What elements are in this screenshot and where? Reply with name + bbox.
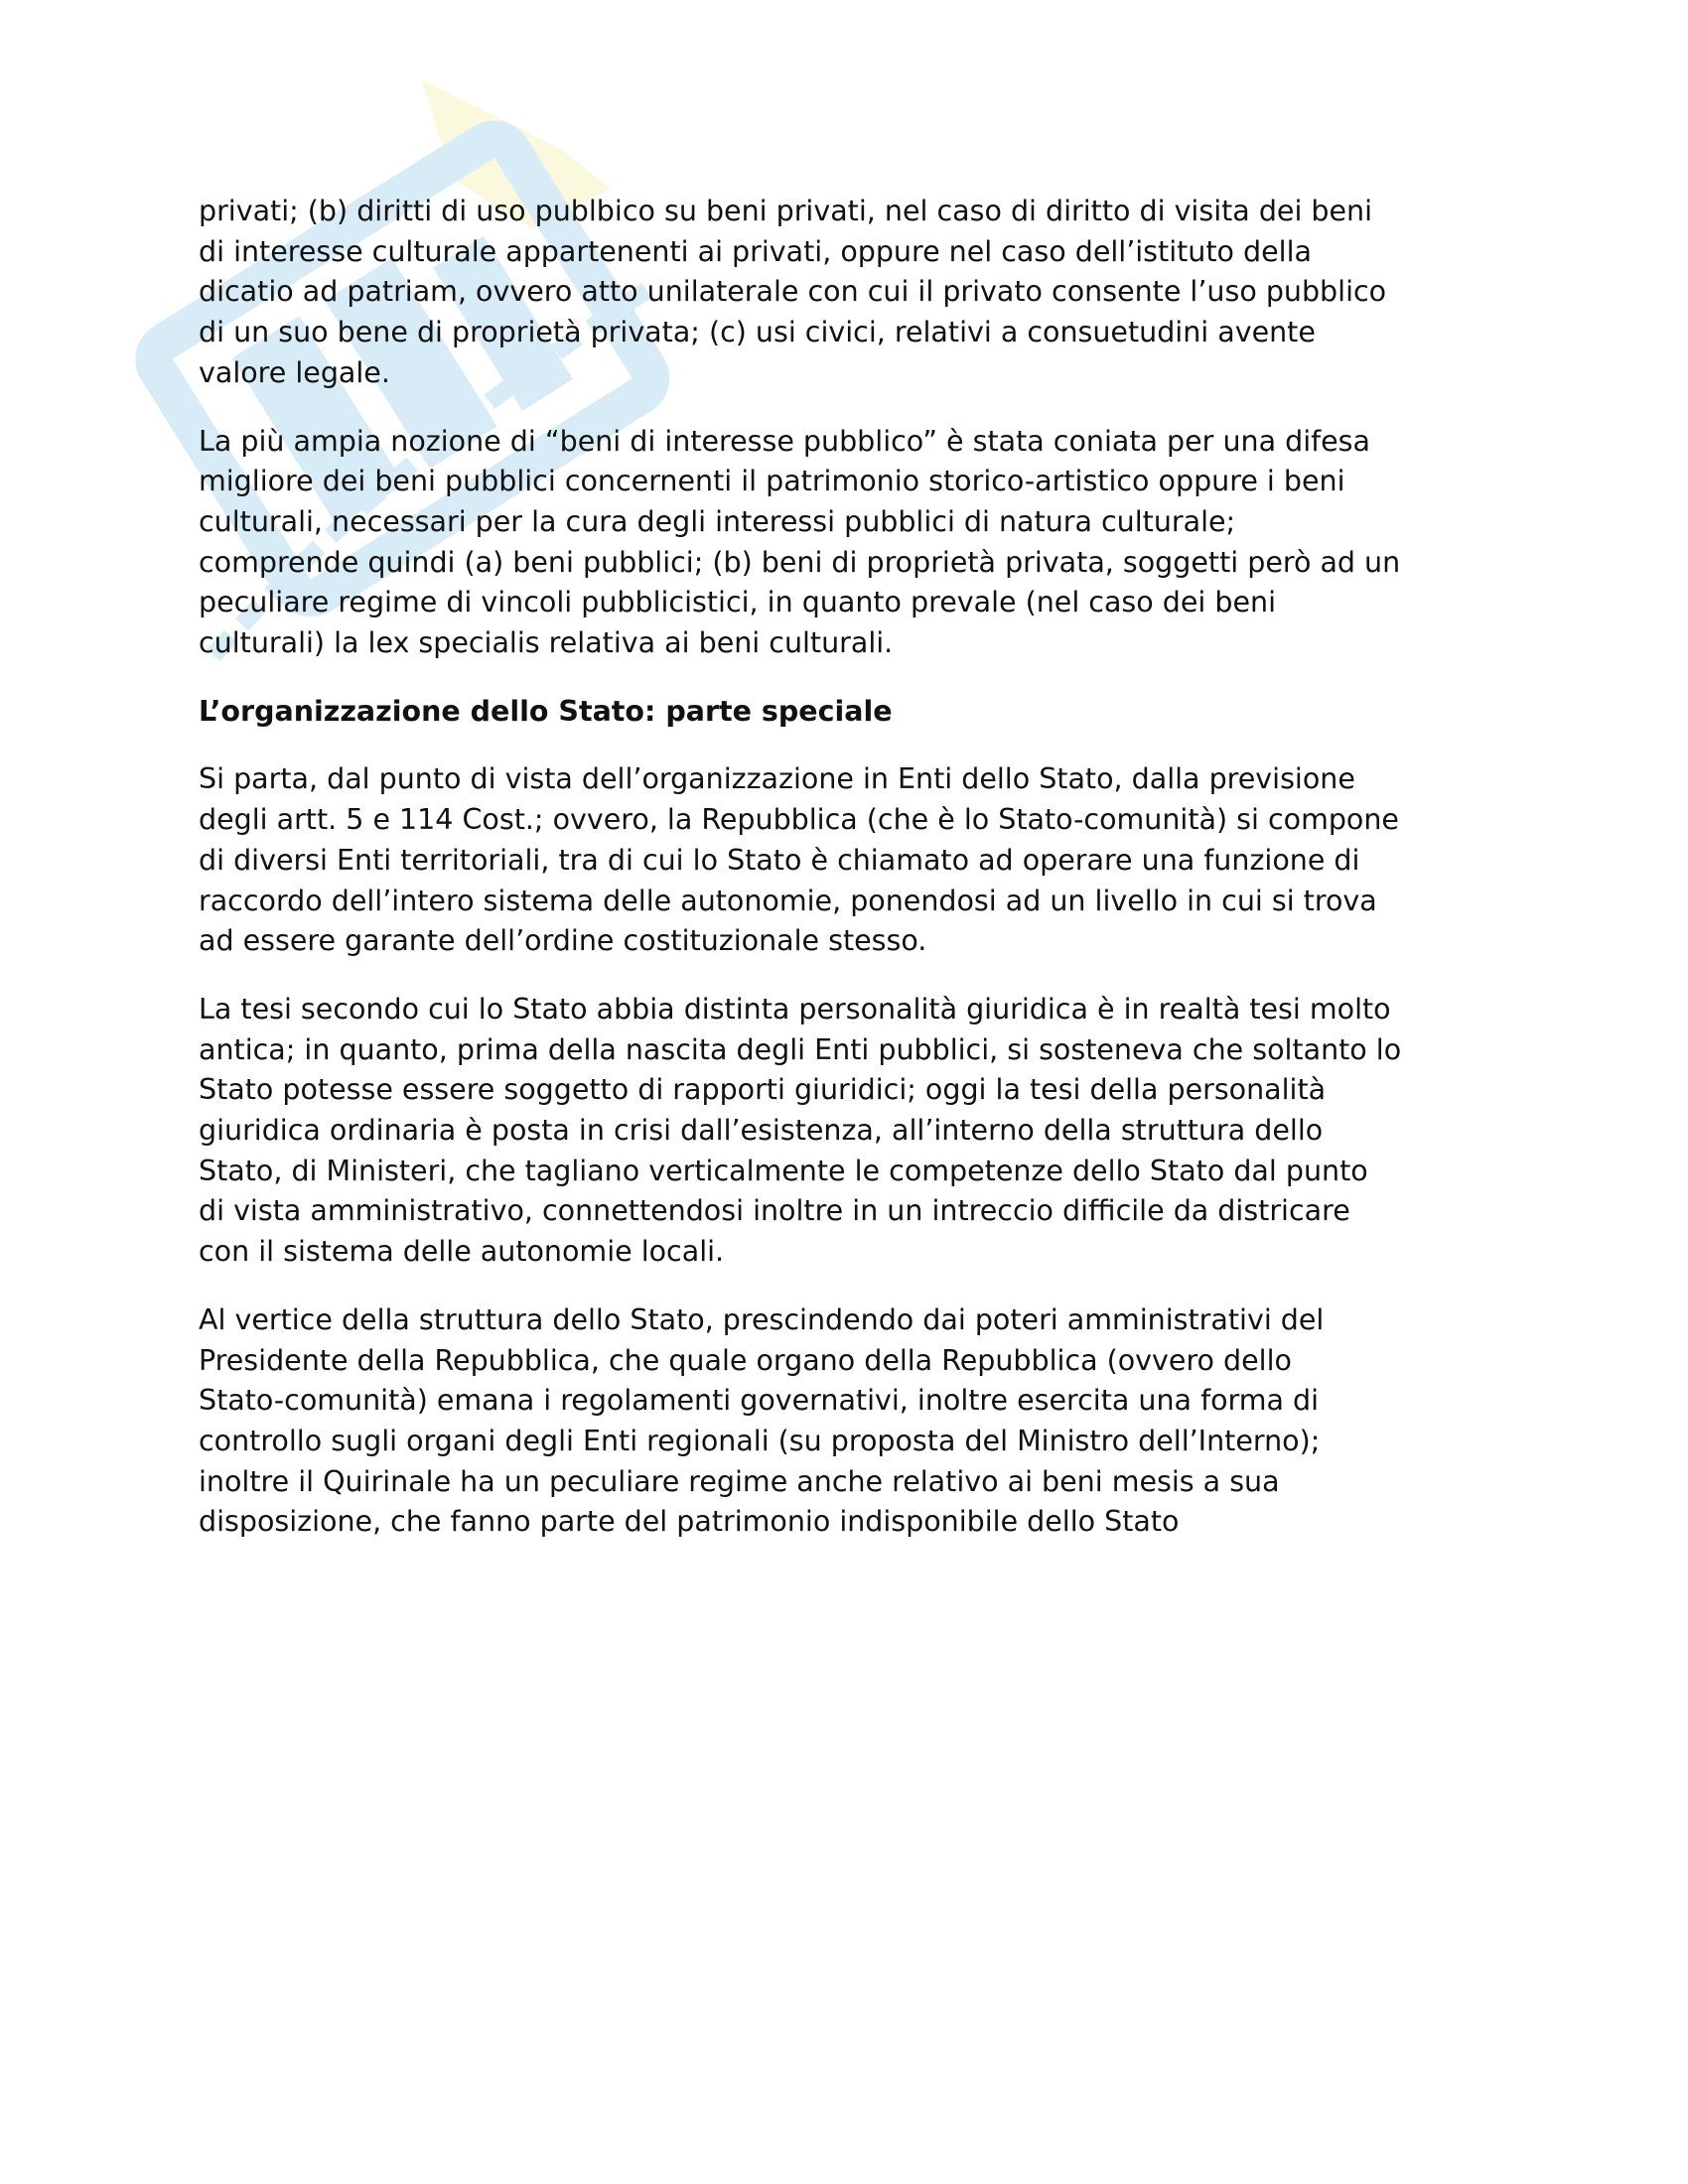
- text-line: migliore dei beni pubblici concernenti il patrimonio storico-artistico oppure i beni: [199, 465, 1345, 498]
- text-line: Stato potesse essere soggetto di rapporti giuridici; oggi la tesi della personalità: [199, 1073, 1327, 1107]
- text-line: inoltre il Quirinale ha un peculiare regime anche relativo ai beni mesis a sua: [199, 1464, 1280, 1498]
- text-line: Al vertice della struttura dello Stato, prescindendo dai poteri amministrativi del: [199, 1302, 1325, 1336]
- text-line: di vista amministrativo, connettendosi inoltre in un intreccio difficile da districare: [199, 1194, 1350, 1228]
- text-line: raccordo dell’intero sistema delle autonomie, ponendosi ad un livello in cui si trova: [199, 884, 1377, 917]
- paragraph-1: [199, 192, 1499, 394]
- paragraph-3: [199, 759, 1499, 962]
- text-line: controllo sugli organi degli Enti regionali (su proposta del Ministro dell’Interno);: [199, 1424, 1321, 1457]
- text-line: giuridica ordinaria è posta in crisi dall’esistenza, all’interno della struttura dello: [199, 1114, 1324, 1148]
- paragraph-5: [199, 1300, 1499, 1543]
- text-line: di interesse culturale appartenenti ai privati, oppure nel caso dell’istituto della: [199, 234, 1312, 268]
- text-line: degli artt. 5 e 114 Cost.; ovvero, la Repubblica (che è lo Stato-comunità) si compone: [199, 803, 1399, 837]
- text-line: di un suo bene di proprietà privata; (c) usi civici, relativi a consuetudini avente: [199, 316, 1316, 349]
- text-line: Stato-comunità) emana i regolamenti governativi, inoltre esercita una forma di: [199, 1384, 1320, 1418]
- text-line: peculiare regime di vincoli pubblicistici, in quanto prevale (nel caso dei beni: [199, 586, 1276, 619]
- text-line: culturali) la lex specialis relativa ai beni culturali.: [199, 626, 894, 660]
- text-line: La tesi secondo cui lo Stato abbia distinta personalità giuridica è in realtà tesi molto: [199, 992, 1391, 1025]
- text-line: privati; (b) diritti di uso publbico su beni privati, nel caso di diritto di visita dei beni: [199, 195, 1373, 227]
- text-line: dicatio ad patriam, ovvero atto unilaterale con cui il privato consente l’uso pubblico: [199, 275, 1387, 309]
- document-page: [199, 192, 1499, 1570]
- text-line: antica; in quanto, prima della nascita degli Enti pubblici, si sosteneva che soltanto lo: [199, 1032, 1402, 1066]
- text-line: Stato, di Ministeri, che tagliano verticalmente le competenze dello Stato dal punto: [199, 1154, 1368, 1187]
- paragraph-4: [199, 990, 1499, 1273]
- section-heading: L’organizzazione dello Stato: parte speciale: [199, 694, 893, 728]
- text-line: con il sistema delle autonomie locali.: [199, 1235, 725, 1269]
- text-line: comprende quindi (a) beni pubblici; (b) beni di proprietà privata, soggetti però ad un: [199, 545, 1401, 579]
- text-line: ad essere garante dell’ordine costituzionale stesso.: [199, 924, 927, 958]
- text-line: La più ampia nozione di “beni di interesse pubblico” è stata coniata per una difesa: [199, 424, 1370, 458]
- text-line: Si parta, dal punto di vista dell’organizzazione in Enti dello Stato, dalla previsione: [199, 762, 1355, 796]
- text-line: di diversi Enti territoriali, tra di cui lo Stato è chiamato ad operare una funzione di: [199, 843, 1360, 877]
- text-line: Presidente della Repubblica, che quale organo della Repubblica (ovvero dello: [199, 1343, 1292, 1377]
- text-line: disposizione, che fanno parte del patrimonio indisponibile dello Stato: [199, 1505, 1180, 1539]
- text-line: valore legale.: [199, 355, 390, 389]
- text-line: culturali, necessari per la cura degli interessi pubblici di natura culturale;: [199, 504, 1236, 538]
- paragraph-2: [199, 422, 1499, 664]
